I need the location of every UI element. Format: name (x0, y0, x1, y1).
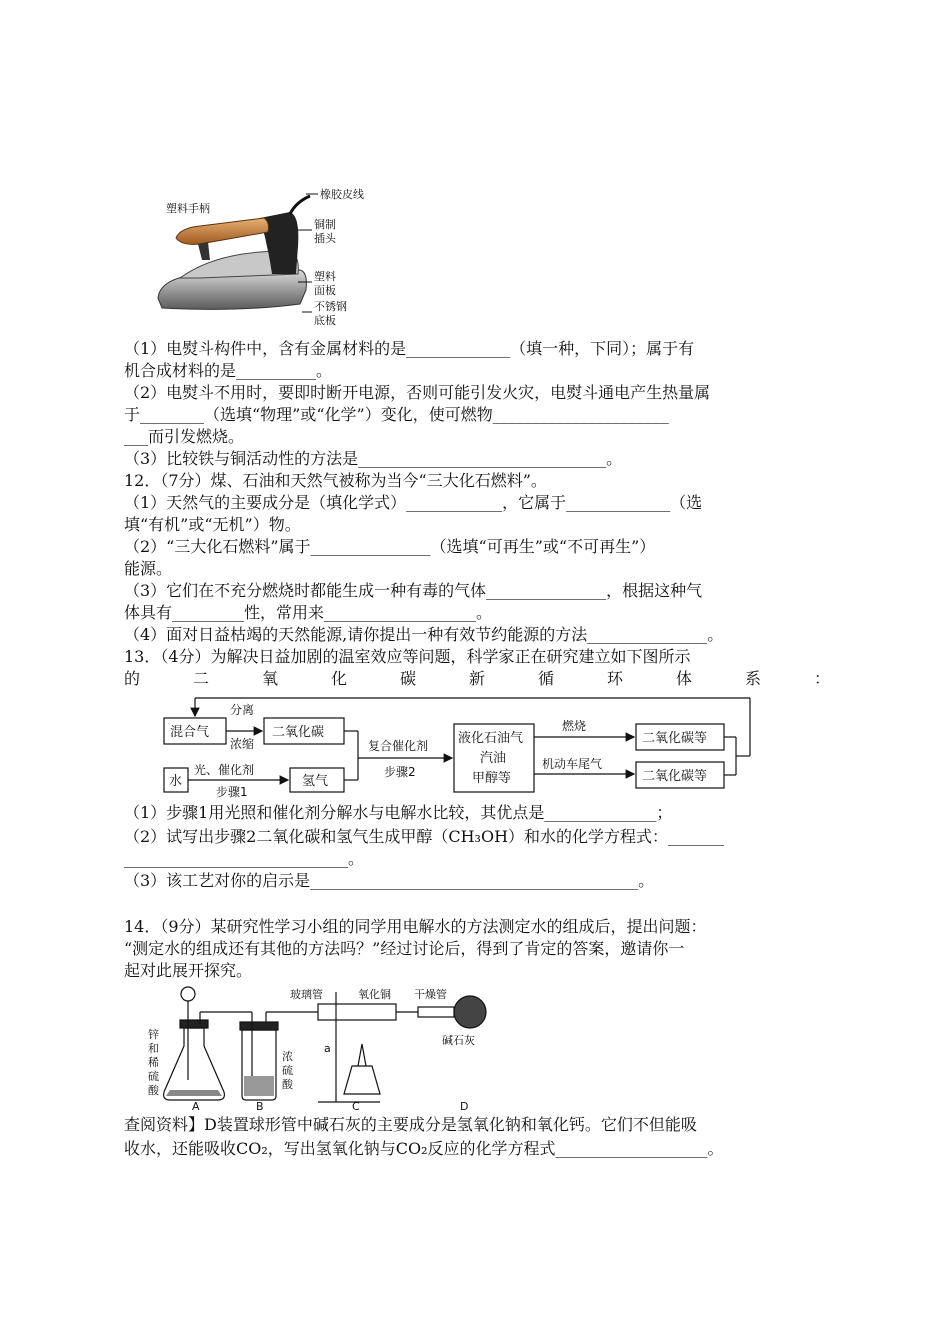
flow-light-cat: 光、催化剂 (194, 763, 255, 777)
apparatus-soda-lime-bulb (454, 996, 486, 1028)
label-base-1: 不锈钢 (314, 300, 347, 313)
q12-part1-line2: 填“有机”或“无机”）物。 (124, 515, 301, 534)
q14-info-line2: 收水，还能吸收CO₂，写出氢氧化钠与CO₂反应的化学方程式___________________。 (124, 1139, 724, 1158)
apparatus-glass-tube (318, 1004, 396, 1020)
q13-stem-line1: 13．（4分）为解决日益加剧的温室效应等问题，科学家正在研究建立如下图所示 (124, 647, 691, 666)
flow-separate: 分离 (230, 703, 255, 717)
label-panel-1: 塑料 (314, 270, 336, 283)
q11-part2-line3: ___而引发燃烧。 (124, 427, 245, 446)
flow-hydrogen: 氢气 (302, 774, 329, 789)
label-conc-3: 酸 (282, 1078, 293, 1091)
label-A: A (192, 1100, 200, 1112)
label-conc-1: 浓 (282, 1050, 293, 1063)
co2-cycle-diagram (158, 692, 758, 800)
q13-part2-line1: （2）试写出步骤2二氧化碳和氢气生成甲醇（CH₃OH）和水的化学方程式：_______ (124, 827, 725, 846)
label-cuo: 氧化铜 (358, 988, 391, 1001)
q13-part3: （3）该工艺对你的启示是_________________________________________。 (124, 871, 655, 890)
q13-stem-line2: 的二氧化碳新循环体系： (124, 669, 830, 688)
label-C: C (352, 1100, 360, 1112)
q11-part1-line1: （1）电熨斗构件中，含有金属材料的是_____________（填一种，下同）；属于有 (124, 339, 695, 358)
iron-figure (140, 186, 365, 328)
apparatus-flask-a (164, 1028, 225, 1100)
label-soda-lime: 碱石灰 (442, 1034, 475, 1047)
label-panel-2: 面板 (314, 284, 336, 297)
label-handle: 塑料手柄 (166, 202, 210, 215)
q12-part1-line1: （1）天然气的主要成分是（填化学式）____________，它属于_____________（选 (124, 493, 703, 512)
label-dry-tube: 干燥管 (414, 988, 447, 1001)
flow-burn: 燃烧 (562, 719, 587, 733)
label-zinc-4: 硫 (148, 1070, 159, 1083)
iron-handle (176, 218, 269, 244)
flow-mix-gas: 混合气 (170, 725, 210, 740)
label-a: a (324, 1042, 331, 1055)
label-base-2: 底板 (314, 314, 336, 327)
flow-co2: 二氧化碳 (272, 725, 325, 740)
flow-concentrate: 浓缩 (230, 737, 255, 751)
q11-part2-line2: 于________（选填“物理”或“化学”）变化，使可燃物______________________ (124, 405, 669, 424)
label-conc-2: 硫 (282, 1064, 293, 1077)
iron-wire (290, 196, 310, 214)
q12-part4: （4）面对日益枯竭的天然能源,请你提出一种有效节约能源的方法_______________。 (124, 625, 724, 644)
label-D: D (460, 1100, 469, 1112)
q12-part2-line2: 能源。 (124, 559, 173, 578)
q12-stem: 12．（7分）煤、石油和天然气被称为当今“三大化石燃料”。 (124, 471, 547, 490)
q14-stem-line1: 14．（9分）某研究性学习小组的同学用电解水的方法测定水的组成后，提出问题： (124, 917, 707, 936)
q12-part3-line2: 体具有_________性，常用来___________________。 (124, 603, 493, 622)
flow-catalyst: 复合催化剂 (368, 739, 429, 753)
label-zinc-1: 锌 (148, 1028, 159, 1041)
q14-info-line1: 查阅资料】D装置球形管中碱石灰的主要成分是氢氧化钠和氧化钙。它们不但能吸 (124, 1115, 697, 1134)
q13-part2-line2: ____________________________。 (124, 849, 365, 868)
label-zinc-5: 酸 (148, 1084, 159, 1097)
flow-exhaust: 机动车尾气 (542, 757, 603, 771)
q12-part3-line1: （3）它们在不充分燃烧时都能生成一种有毒的气体_______________，根据这种气 (124, 581, 703, 600)
q14-stem-line2: “测定水的组成还有其他的方法吗？”经过讨论后，得到了肯定的答案，邀请你一 (124, 939, 685, 958)
label-glass-tube: 玻璃管 (290, 988, 323, 1001)
apparatus-figure (148, 984, 528, 1112)
apparatus-drying-tube (418, 1007, 454, 1017)
label-zinc-3: 稀 (148, 1056, 159, 1069)
label-zinc-2: 和 (148, 1042, 159, 1055)
flow-step2: 步骤2 (384, 765, 416, 779)
flow-co2-etc-1: 二氧化碳等 (642, 731, 708, 746)
flow-step1: 步骤1 (216, 785, 248, 799)
label-B: B (256, 1100, 264, 1112)
q14-stem-line3: 起对此展开探究。 (124, 961, 253, 980)
apparatus-lamp (344, 1066, 380, 1094)
q12-part2-line1: （2）“三大化石燃料”属于_______________（选填“可再生”或“不可再生”） (124, 537, 656, 556)
q11-part3: （3）比较铁与铜活动性的方法是_______________________________。 (124, 449, 623, 468)
flow-products-1: 液化石油气 (458, 731, 524, 746)
flow-co2-etc-2: 二氧化碳等 (642, 769, 708, 784)
flow-water: 水 (169, 774, 183, 789)
q13-part1: （1）步骤1用光照和催化剂分解水与电解水比较，其优点是______________； (124, 803, 673, 822)
label-plug-2: 插头 (314, 232, 336, 245)
label-wire: 橡胶皮线 (320, 188, 364, 201)
flow-products-3: 甲醇等 (472, 771, 512, 786)
label-plug-1: 铜制 (314, 218, 336, 231)
flow-products-2: 汽油 (480, 751, 507, 766)
q11-part2-line1: （2）电熨斗不用时，要即时断开电源，否则可能引发火灾，电熨斗通电产生热量属 (124, 383, 711, 402)
q11-part1-line2: 机合成材料的是__________。 (124, 361, 333, 380)
